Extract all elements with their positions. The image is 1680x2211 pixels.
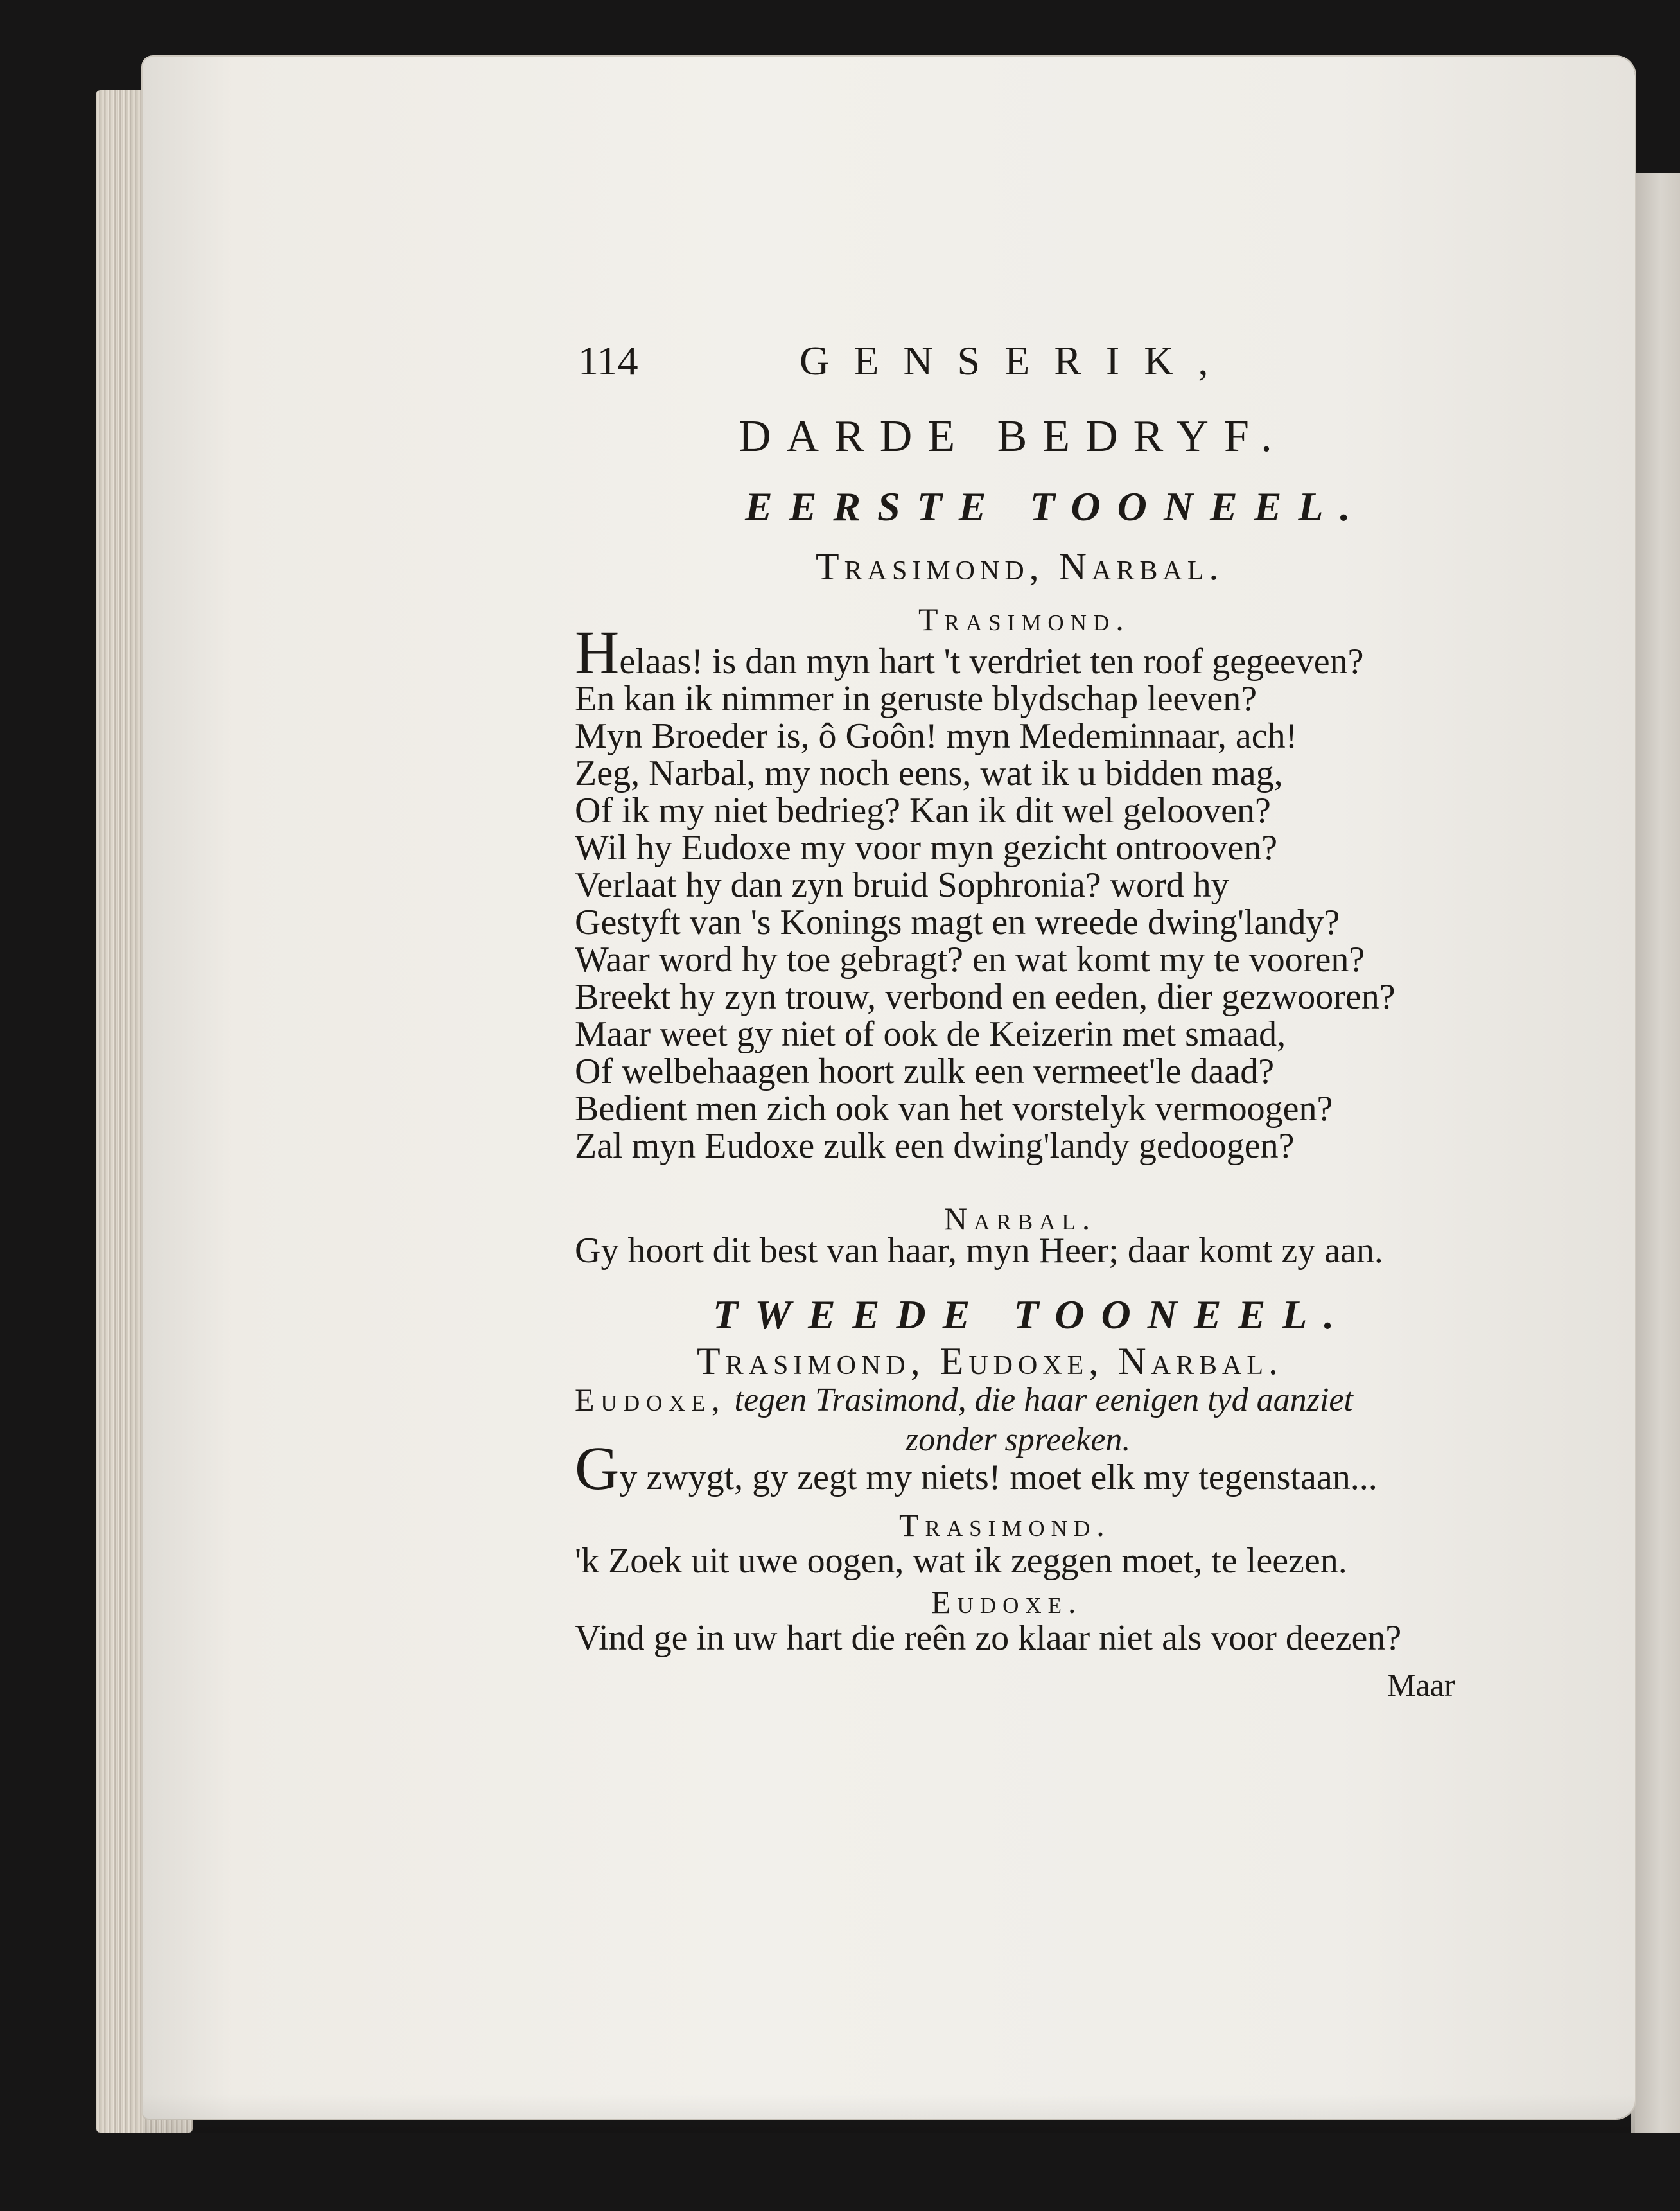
verse-line: Wil hy Eudoxe my voor myn gezicht ontrooven? xyxy=(575,828,1278,868)
running-head: GENSERIK, xyxy=(800,338,1233,383)
verse-line: Vind ge in uw hart die reên zo klaar niet als voor deezen? xyxy=(575,1618,1402,1658)
verse-line: Helaas! is dan myn hart 't verdriet ten roof gegeeven? xyxy=(575,618,1364,687)
page-shadow xyxy=(143,2094,1635,2133)
facing-page-edge xyxy=(1631,173,1680,2133)
page-number: 114 xyxy=(578,338,638,383)
verse-line: Gy hoort dit best van haar, myn Heer; daar komt zy aan. xyxy=(575,1231,1383,1271)
verse-line: Of welbehaagen hoort zulk een vermeet'le daad? xyxy=(575,1052,1275,1091)
scene-title: TWEEDE TOONEEL. xyxy=(713,1292,1351,1337)
catchword: Maar xyxy=(1387,1667,1455,1703)
verse-line: Zeg, Narbal, my noch eens, wat ik u bidden mag, xyxy=(575,753,1283,793)
character-list: Trasimond, Eudoxe, Narbal. xyxy=(697,1340,1283,1382)
verse-line: En kan ik nimmer in geruste blydschap leeven? xyxy=(575,679,1257,719)
verse-line: Gestyft van 's Konings magt en wreede dwing'landy? xyxy=(575,903,1340,942)
speaker-label: Eudoxe, xyxy=(575,1382,726,1418)
verse-line: Zal myn Eudoxe zulk een dwing'landy gedoogen? xyxy=(575,1126,1295,1166)
stage-direction xyxy=(906,1421,1130,1459)
scene-title: EERSTE TOONEEL. xyxy=(745,484,1367,529)
verse-line: Waar word hy toe gebragt? en wat komt my te vooren? xyxy=(575,940,1365,980)
speaker-label: Eudoxe. xyxy=(931,1584,1083,1620)
speaker-label: Narbal. xyxy=(944,1201,1097,1237)
verse-line: Verlaat hy dan zyn bruid Sophronia? word hy xyxy=(575,865,1229,905)
act-title: DARDE BEDRYF. xyxy=(739,412,1288,461)
verse-line: Bedient men zich ook van het vorstelyk vermoogen? xyxy=(575,1089,1333,1129)
verse-line: Gy zwygt, gy zegt my niets! moet elk my tegenstaan... xyxy=(575,1434,1378,1502)
stage-direction-text: zonder spreeken. xyxy=(906,1422,1131,1458)
verse-line: Maar weet gy niet of ook de Keizerin met smaad, xyxy=(575,1014,1286,1054)
verse-line: 'k Zoek uit uwe oogen, wat ik zeggen moet, te leezen. xyxy=(575,1541,1347,1581)
speaker-label: Trasimond. xyxy=(899,1507,1111,1543)
stage-direction-text: tegen Trasimond, die haar eenigen tyd aanziet xyxy=(734,1382,1353,1418)
stage-direction xyxy=(575,1381,1353,1419)
verse-line: Of ik my niet bedrieg? Kan ik dit wel gelooven? xyxy=(575,791,1271,831)
verse-line: Breekt hy zyn trouw, verbond en eeden, dier gezwooren? xyxy=(575,977,1396,1017)
verse-line: Myn Broeder is, ô Goôn! myn Medeminnaar, ach! xyxy=(575,716,1298,756)
character-list: Trasimond, Narbal. xyxy=(816,545,1224,588)
speaker-label: Trasimond. xyxy=(918,601,1130,637)
